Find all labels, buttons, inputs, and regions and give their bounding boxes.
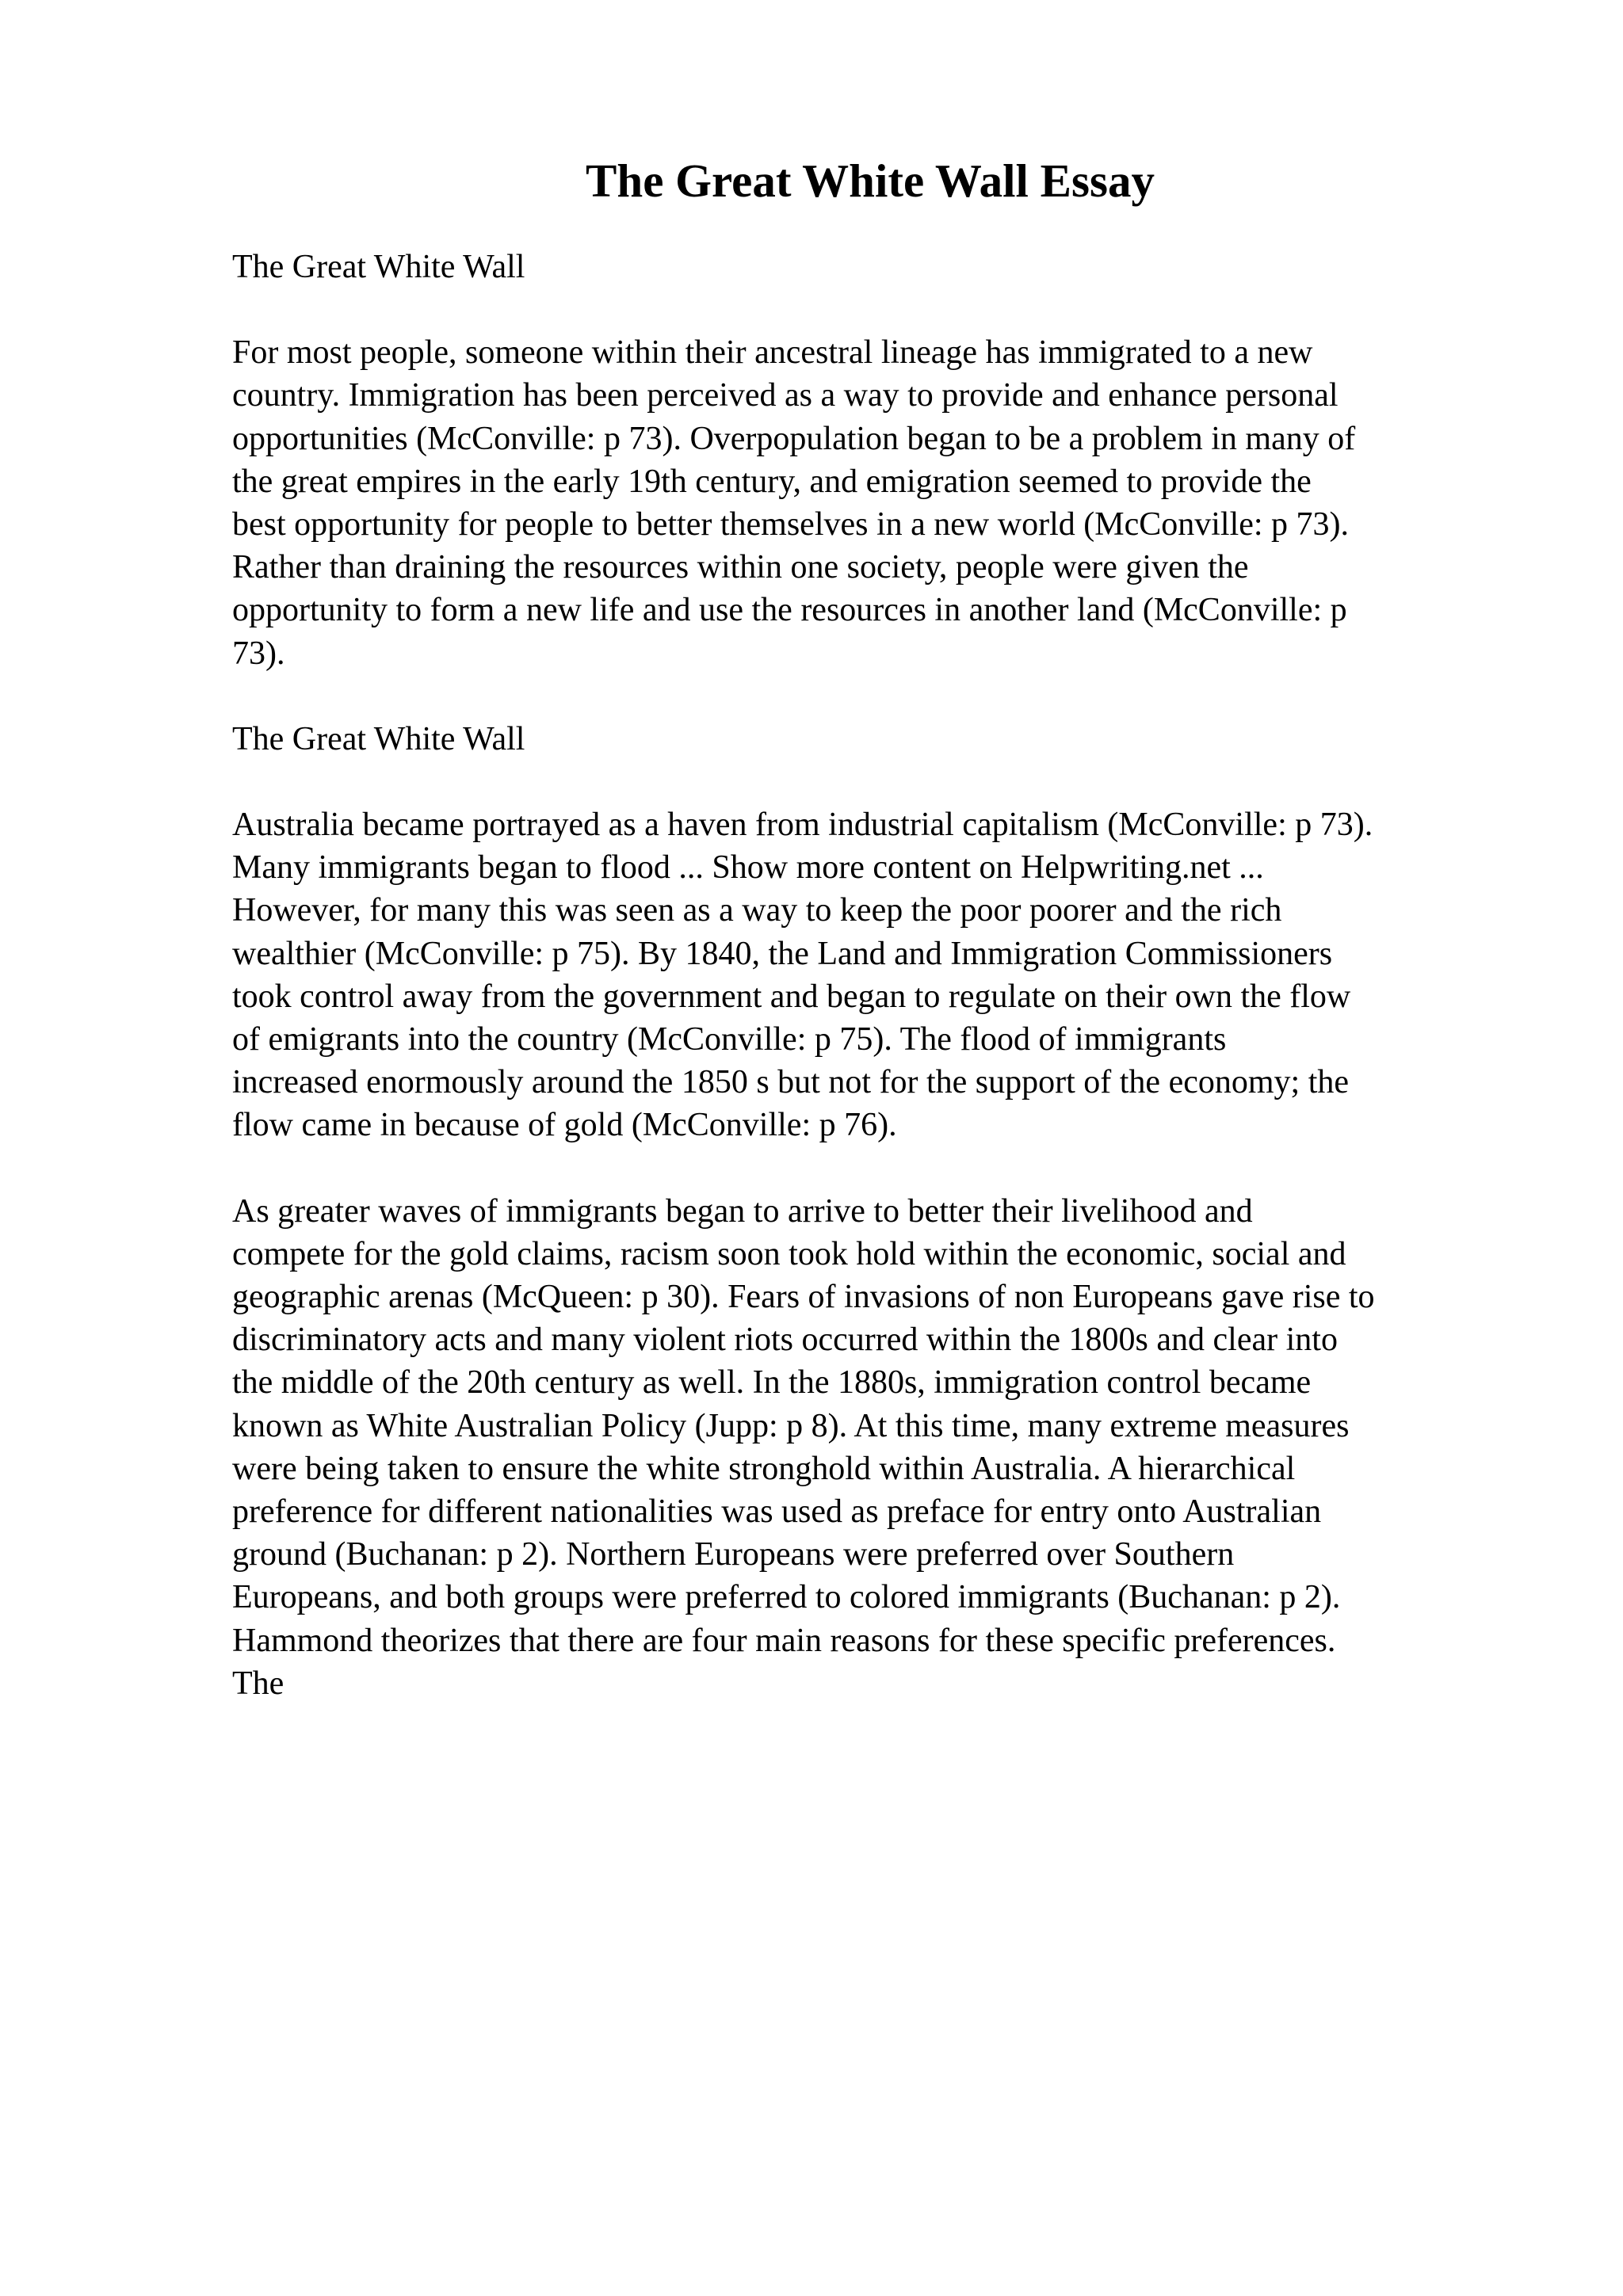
- text-line: 73).: [232, 635, 285, 672]
- text-line: The Great White Wall: [232, 720, 525, 757]
- text-line: preference for different nationalities was used as preface for entry onto Australian: [232, 1493, 1322, 1531]
- text-line: best opportunity for people to better themselves in a new world (McConville: p 73).: [232, 506, 1350, 543]
- text-line: increased enormously around the 1850 s but not for the support of the economy; the: [232, 1064, 1350, 1101]
- text-line: the middle of the 20th century as well. In the 1880s, immigration control became: [232, 1364, 1312, 1402]
- paragraph-subtitle-2: [232, 718, 1516, 761]
- text-line: were being taken to ensure the white stronghold within Australia. A hierarchical: [232, 1450, 1296, 1487]
- text-line: flow came in because of gold (McConville: p 76).: [232, 1107, 897, 1144]
- text-line: The Great White Wall: [232, 249, 525, 285]
- text-line: Rather than draining the resources within one society, people were given the: [232, 549, 1249, 586]
- paragraph-racism: [232, 1190, 1516, 1705]
- text-line: known as White Australian Policy (Jupp: p 8). At this time, many extreme measures: [232, 1407, 1350, 1444]
- text-line: However, for many this was seen as a way to keep the poor poorer and the rich: [232, 892, 1282, 929]
- document-title: The Great White Wall Essay: [586, 154, 1155, 207]
- text-line: the great empires in the early 19th century, and emigration seemed to provide the: [232, 463, 1312, 500]
- document-body: [232, 246, 1516, 1748]
- text-line: took control away from the government and began to regulate on their own the flow: [232, 978, 1351, 1015]
- text-line: opportunities (McConville: p 73). Overpopulation began to be a problem in many of: [232, 420, 1356, 457]
- text-line: The: [232, 1665, 285, 1702]
- paragraph-australia: [232, 803, 1516, 1147]
- text-line: of emigrants into the country (McConville: p 75). The flood of immigrants: [232, 1021, 1227, 1058]
- text-line: opportunity to form a new life and use the resources in another land (McConville: p: [232, 592, 1347, 629]
- paragraph-subtitle-1: [232, 246, 1516, 288]
- text-line: Many immigrants began to flood ... Show more content on Helpwriting.net ...: [232, 849, 1264, 887]
- text-line: Hammond theorizes that there are four main reasons for these specific preferences.: [232, 1622, 1336, 1659]
- text-line: As greater waves of immigrants began to arrive to better their livelihood and: [232, 1192, 1253, 1230]
- text-line: compete for the gold claims, racism soon took hold within the economic, social and: [232, 1235, 1346, 1272]
- text-line: wealthier (McConville: p 75). By 1840, the Land and Immigration Commissioners: [232, 935, 1333, 972]
- text-line: country. Immigration has been perceived as a way to provide and enhance personal: [232, 377, 1338, 414]
- text-line: geographic arenas (McQueen: p 30). Fears of invasions of non Europeans gave rise to: [232, 1279, 1375, 1316]
- text-line: Europeans, and both groups were preferred to colored immigrants (Buchanan: p 2).: [232, 1579, 1341, 1616]
- paragraph-intro: [232, 331, 1516, 675]
- text-line: ground (Buchanan: p 2). Northern Europeans were preferred over Southern: [232, 1536, 1235, 1573]
- text-line: discriminatory acts and many violent riots occurred within the 1800s and clear into: [232, 1322, 1338, 1359]
- text-line: For most people, someone within their ancestral lineage has immigrated to a new: [232, 334, 1313, 372]
- text-line: Australia became portrayed as a haven from industrial capitalism (McConville: p 73).: [232, 807, 1373, 844]
